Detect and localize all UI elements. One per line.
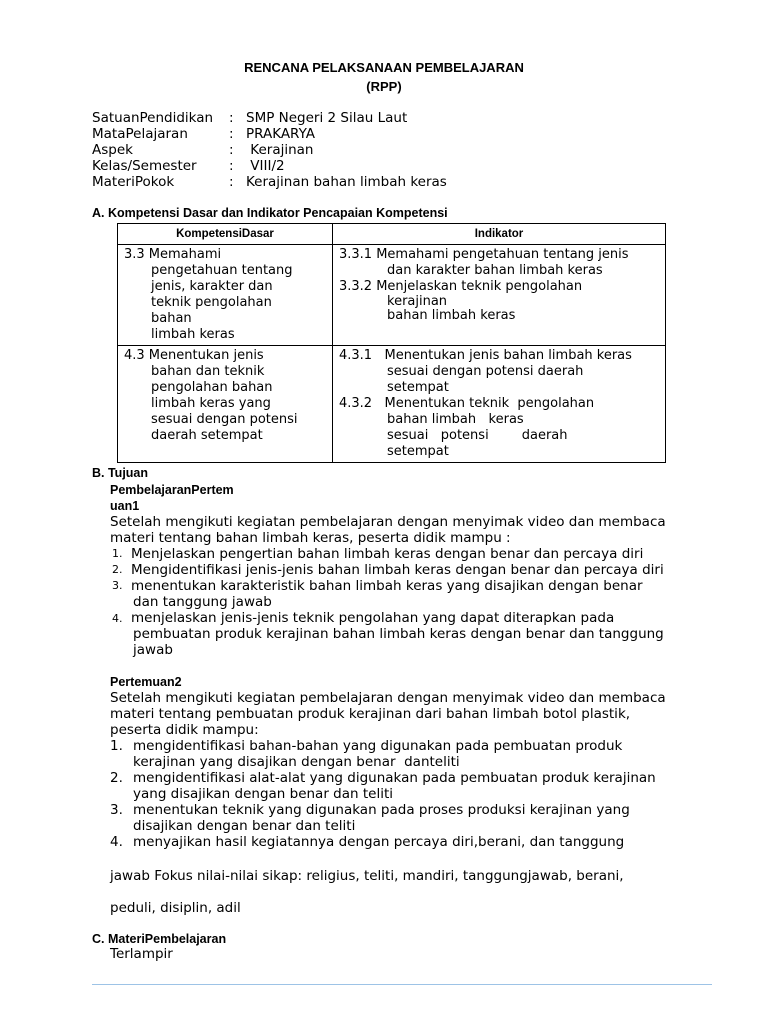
indicator-line: 3.3.1 Memahami pengetahuan tentang jenis <box>339 247 629 262</box>
indicator-line: sesuai potensi daerah <box>387 428 568 443</box>
list-item: Menjelaskan pengertian bahan limbah keras dengan benar dan percaya diri <box>131 546 644 562</box>
list-number: 4. <box>112 612 123 625</box>
kd-line: pengetahuan tentang <box>151 263 293 278</box>
table-header-row <box>118 224 666 245</box>
identity-label: MataPelajaran <box>92 126 188 142</box>
indicator-line: 4.3.2 Menentukan teknik pengolahan <box>339 396 595 411</box>
identity-sep: : <box>229 126 234 142</box>
meeting-1-heading-cont: uan1 <box>110 499 140 513</box>
indicator-line: dan karakter bahan limbah keras <box>387 263 603 278</box>
meeting-1-intro: materi tentang bahan limbah keras, peserta didik mampu : <box>110 530 511 546</box>
list-item: menjelaskan jenis-jenis teknik pengolahan yang dapat diterapkan pada <box>131 610 615 626</box>
meeting-2-intro: peserta didik mampu: <box>110 722 259 738</box>
kd-line: teknik pengolahan <box>151 295 272 310</box>
identity-sep: : <box>229 142 234 158</box>
meeting-1-heading: PembelajaranPertem <box>110 483 234 497</box>
table-header-indicator: Indikator <box>333 224 666 245</box>
indicator-line: setempat <box>387 380 449 395</box>
list-item-cont: jawab <box>133 642 173 658</box>
kd-line: bahan <box>151 311 192 326</box>
list-number: 2. <box>110 770 123 786</box>
list-item: menentukan karakteristik bahan limbah keras yang disajikan dengan benar <box>131 578 643 594</box>
table-row <box>118 245 666 346</box>
list-number: 3. <box>110 802 123 818</box>
document-subtitle: (RPP) <box>366 79 402 94</box>
list-number: 3. <box>112 579 123 592</box>
list-item: menentukan teknik yang digunakan pada proses produksi kerajinan yang <box>133 802 630 818</box>
section-c-heading: C. MateriPembelajaran <box>92 932 227 946</box>
kd-line: bahan dan teknik <box>151 364 265 379</box>
list-number: 1. <box>112 547 123 560</box>
meeting-1-intro: Setelah mengikuti kegiatan pembelajaran dengan menyimak video dan membaca <box>110 514 666 530</box>
list-item: Mengidentifikasi jenis-jenis bahan limbah keras dengan benar dan percaya diri <box>131 562 664 578</box>
values-focus-text: jawab Fokus nilai-nilai sikap: religius, teliti, mandiri, tanggungjawab, berani, <box>110 868 624 884</box>
section-a-heading: A. Kompetensi Dasar dan Indikator Pencapaian Kompetensi <box>92 206 448 220</box>
competency-table <box>117 223 666 463</box>
table-header-kd: KompetensiDasar <box>118 224 333 245</box>
kd-line: limbah keras <box>151 327 235 342</box>
list-item: mengidentifikasi bahan-bahan yang digunakan pada pembuatan produk <box>133 738 623 754</box>
indicator-line: 4.3.1 Menentukan jenis bahan limbah keras <box>339 348 632 363</box>
list-item-cont: kerajinan yang disajikan dengan benar danteliti <box>133 754 460 770</box>
kd-cell <box>118 346 333 463</box>
list-item-cont: yang disajikan dengan benar dan teliti <box>133 786 394 802</box>
indicator-line: bahan limbah keras <box>387 308 516 323</box>
values-focus-text-cont: peduli, disiplin, adil <box>110 900 241 916</box>
kd-line: jenis, karakter dan <box>151 279 273 294</box>
identity-sep: : <box>229 110 234 126</box>
list-number: 1. <box>110 738 123 754</box>
identity-value: PRAKARYA <box>246 126 316 142</box>
indicator-line: setempat <box>387 444 449 459</box>
list-item-cont: dan tanggung jawab <box>133 594 272 610</box>
footer-divider <box>92 984 712 985</box>
list-item: mengidentifikasi alat-alat yang digunakan pada pembuatan produk kerajinan <box>133 770 656 786</box>
identity-value: VIII/2 <box>246 158 285 174</box>
identity-label: MateriPokok <box>92 174 175 190</box>
kd-line: sesuai dengan potensi <box>151 412 298 427</box>
list-number: 4. <box>110 834 123 850</box>
kd-line: pengolahan bahan <box>151 380 273 395</box>
indicator-line: kerajinan <box>387 294 448 309</box>
kd-line: limbah keras yang <box>151 396 271 411</box>
list-item-cont: pembuatan produk kerajinan bahan limbah keras dengan benar dan tanggung <box>133 626 664 642</box>
identity-label: SatuanPendidikan <box>92 110 214 126</box>
identity-sep: : <box>229 158 234 174</box>
table-row <box>118 346 666 463</box>
identity-label: Kelas/Semester <box>92 158 197 174</box>
section-c-text: Terlampir <box>110 946 173 962</box>
identity-value: Kerajinan bahan limbah keras <box>246 174 447 190</box>
identity-value: Kerajinan <box>246 142 314 158</box>
kd-line: daerah setempat <box>151 428 263 443</box>
list-item: menyajikan hasil kegiatannya dengan percaya diri,berani, dan tanggung <box>133 834 625 850</box>
indicator-cell <box>333 245 666 346</box>
meeting-2-intro: materi tentang pembuatan produk kerajinan dari bahan limbah botol plastik, <box>110 706 631 722</box>
indicator-cell <box>333 346 666 463</box>
meeting-2-heading: Pertemuan2 <box>110 675 182 689</box>
kd-line: 4.3 Menentukan jenis <box>124 348 264 363</box>
indicator-line: bahan limbah keras <box>387 412 524 427</box>
indicator-line: sesuai dengan potensi daerah <box>387 364 584 379</box>
list-number: 2. <box>112 563 123 576</box>
indicator-line: 3.3.2 Menjelaskan teknik pengolahan <box>339 279 583 294</box>
kd-cell <box>118 245 333 346</box>
identity-value: SMP Negeri 2 Silau Laut <box>246 110 408 126</box>
section-b-heading: B. Tujuan <box>92 466 149 480</box>
identity-sep: : <box>229 174 234 190</box>
meeting-2-intro: Setelah mengikuti kegiatan pembelajaran dengan menyimak video dan membaca <box>110 690 666 706</box>
kd-line: 3.3 Memahami <box>124 247 222 262</box>
identity-label: Aspek <box>92 142 133 158</box>
list-item-cont: disajikan dengan benar dan teliti <box>133 818 356 834</box>
document-title: RENCANA PELAKSANAAN PEMBELAJARAN <box>244 60 524 75</box>
